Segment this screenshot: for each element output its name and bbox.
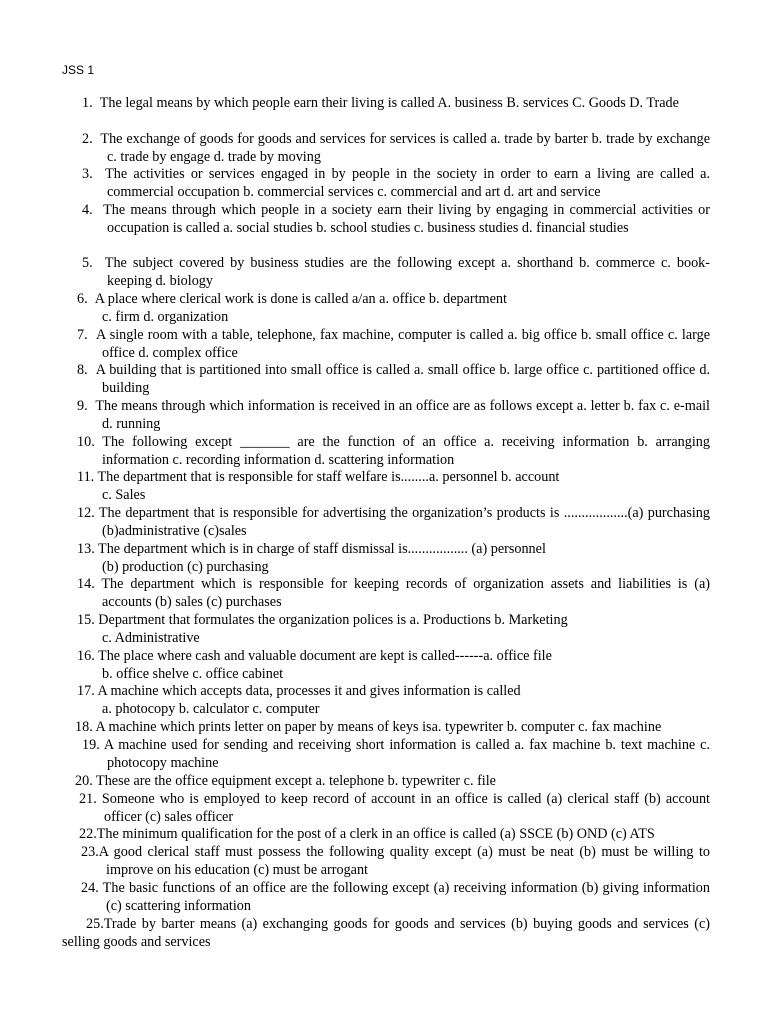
question-16: 16. The place where cash and valuable document are kept is called------a. office file b. office shelve c. office cabinet <box>77 648 552 682</box>
question-21: 21. Someone who is employed to keep record of account in an office is called (a) clerical staff (b) account officer (c) sales officer <box>79 791 710 825</box>
question-9: 9. The means through which information is received in an office are as follows except a. letter b. fax c. e-mail d. running <box>77 398 710 432</box>
question-22: 22.The minimum qualification for the post of a clerk in an office is called (a) SSCE (b) OND (c) ATS <box>79 826 655 842</box>
question-17: 17. A machine which accepts data, processes it and gives information is called a. photocopy b. calculator c. computer <box>77 683 521 717</box>
question-3: 3. The activities or services engaged in by people in the society in order to earn a living are called a. commercial occupation b. commercial services c. commercial and art d. art and service <box>82 166 710 200</box>
question-10: 10. The following except _______ are the function of an office a. receiving information b. arranging information c. recording information d. scattering information <box>77 434 710 468</box>
question-7: 7. A single room with a table, telephone, fax machine, computer is called a. big office b. small office c. large office d. complex office <box>77 327 710 361</box>
question-13: 13. The department which is in charge of staff dismissal is................. (a) personnel (b) production (c) purchasing <box>77 541 546 575</box>
question-14: 14. The department which is responsible for keeping records of organization assets and liabilities is (a) accounts (b) sales (c) purchases <box>77 576 710 610</box>
question-18: 18. A machine which prints letter on paper by means of keys isa. typewriter b. computer c. fax machine <box>75 719 662 735</box>
question-15: 15. Department that formulates the organization polices is a. Productions b. Marketing c. Administrative <box>77 612 568 646</box>
question-4: 4. The means through which people in a society earn their living by engaging in commercial activities or occupation is called a. social studies b. school studies c. business studies d. financial studies <box>82 202 710 236</box>
question-5: 5. The subject covered by business studies are the following except a. shorthand b. commerce c. book-keeping d. biology <box>82 255 710 289</box>
question-2: 2. The exchange of goods for goods and services for services is called a. trade by barter b. trade by exchange c. trade by engage d. trade by moving <box>82 131 710 165</box>
question-24: 24. The basic functions of an office are the following except (a) receiving information (b) giving information (c) scattering information <box>81 880 710 914</box>
question-1: 1. The legal means by which people earn their living is called A. business B. services C. Goods D. Trade <box>82 95 679 111</box>
question-12: 12. The department that is responsible for advertising the organization’s products is ..................(a) purchasing (b)administrative (c)sales <box>77 505 710 539</box>
class-header: JSS 1 <box>62 63 95 77</box>
question-23: 23.A good clerical staff must possess the following quality except (a) must be neat (b) must be willing to improve on his education (c) must be arrogant <box>81 844 710 878</box>
question-19: 19. A machine used for sending and receiving short information is called a. fax machine b. text machine c. photocopy machine <box>82 737 710 771</box>
question-8: 8. A building that is partitioned into small office is called a. small office b. large office c. partitioned office d. building <box>77 362 710 396</box>
question-25: 25.Trade by barter means (a) exchanging goods for goods and services (b) buying goods and services (c) selling goods and services <box>62 916 710 950</box>
question-6: 6. A place where clerical work is done is called a/an a. office b. department c. firm d. organization <box>77 291 507 325</box>
question-11: 11. The department that is responsible for staff welfare is........a. personnel b. account c. Sales <box>77 469 560 503</box>
question-20: 20. These are the office equipment except a. telephone b. typewriter c. file <box>75 773 496 789</box>
